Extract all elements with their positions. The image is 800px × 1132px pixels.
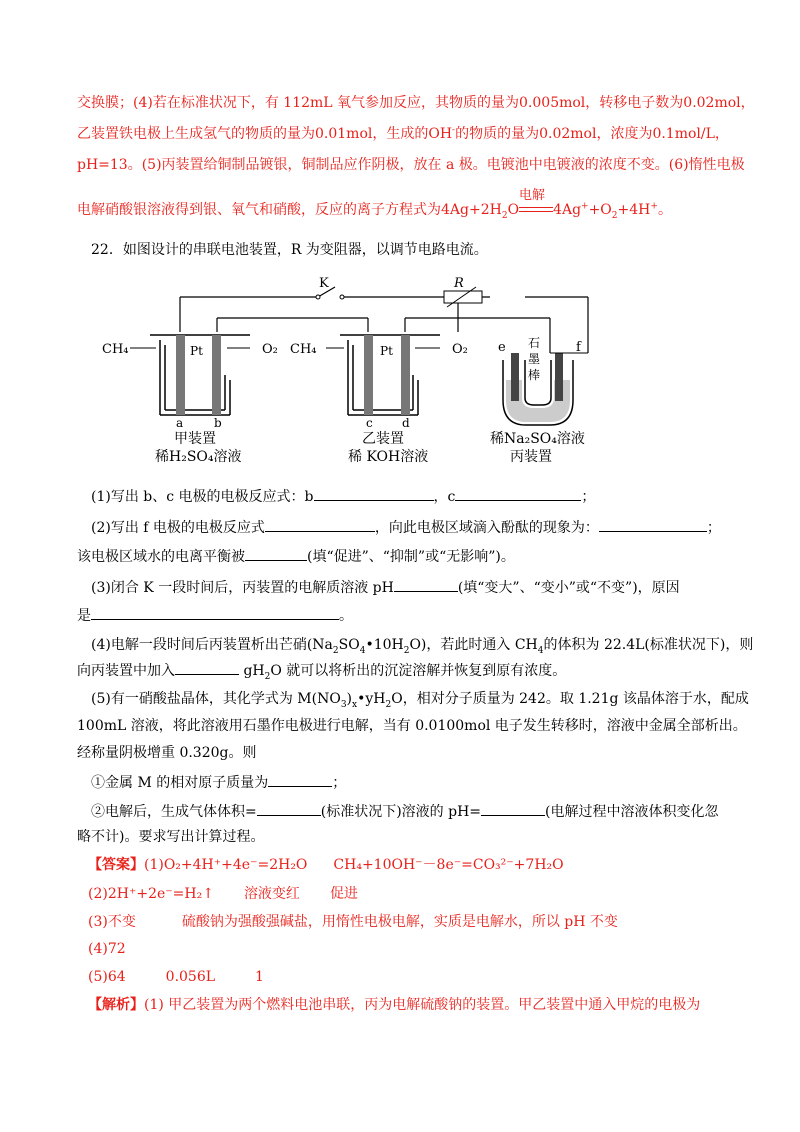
subscript: 2: [332, 645, 339, 656]
subscript: x: [352, 699, 358, 710]
question-3: [91, 577, 680, 598]
subscript: 2: [264, 671, 271, 682]
text: (填“变大”、“变小”或“不变”)，原因: [457, 580, 680, 596]
electrode-a: [176, 335, 185, 415]
answer-blank[interactable]: [268, 772, 332, 787]
condition-label: 电解: [519, 188, 546, 203]
text: (标准状况下)溶液的 pH=: [320, 804, 482, 820]
eq-part: O: [507, 202, 520, 218]
ch4-label: CH₄: [290, 342, 317, 357]
text: 硫酸钠为强酸强碱盐，用惰性电极电解，实质是电解水，所以 pH 不变: [181, 914, 618, 930]
answer-tag: 【答案】: [88, 857, 144, 873]
pt-label: Pt: [380, 344, 393, 358]
series-cell-diagram: [90, 275, 610, 475]
eq-part: +4H: [617, 202, 651, 218]
solution-line-1: 交换膜；(4)若在标准状况下，有 112mL 氧气参加反应，其物质的量为0.005mol，转移电子数为0.02mol，: [77, 95, 755, 111]
equation-condition-arrow: [519, 188, 553, 214]
variable-resistor: [444, 291, 482, 303]
answer-4: (4)72: [88, 941, 126, 957]
graphite-label: 棒: [528, 368, 541, 382]
text: 。: [657, 202, 672, 218]
subscript: 2: [501, 210, 508, 221]
electrode-a-label: a: [176, 416, 184, 430]
graphite-label: 墨: [528, 352, 541, 366]
text: 1: [255, 969, 264, 985]
question-3-cont: [77, 605, 353, 626]
electrode-e: [511, 353, 519, 401]
solution-line-4: [77, 188, 672, 221]
text: 乙装置铁电极上生成氢气的物质的量为0.01mol，生成的OH: [77, 126, 453, 142]
analysis: [88, 995, 700, 1015]
switch-contact: [316, 295, 320, 299]
question-5-sub2-cont: 略不计)。要求写出计算过程。: [77, 829, 265, 845]
text: O 就可以将析出的沉淀溶解并恢复到原有浓度。: [270, 663, 567, 679]
answer-3: [88, 912, 618, 932]
ch4-label: CH₄: [102, 342, 129, 357]
analysis-tag: 【解析】: [88, 997, 144, 1013]
superscript: +: [650, 201, 658, 212]
cell-bing-label: 丙装置: [510, 449, 552, 465]
answer-2: [88, 884, 358, 904]
text: ，c: [433, 489, 456, 505]
text: (1)O₂+4H⁺+4e⁻=2H₂O: [144, 857, 308, 873]
electrode-c: [364, 335, 373, 415]
text: 电解硝酸银溶液得到银、氧气和硝酸，反应的离子方程式为: [77, 202, 441, 218]
ionic-equation: [441, 188, 658, 221]
solution-line-3: pH=13。(5)丙装置给铜制品镀银，铜制品应作阴极，放在 a 极。电镀池中电镀液的浓度不变。(6)惰性电极: [77, 157, 745, 173]
text: O)，若此时通入 CH: [409, 637, 538, 653]
answer-blank[interactable]: [599, 517, 707, 532]
text: (填“促进”、“抑制”或“无影响”)。: [307, 549, 515, 565]
answer-blank[interactable]: [91, 605, 339, 620]
cell-jia-solution: 稀H₂SO₄溶液: [155, 449, 242, 465]
resistor-R-label: R: [454, 276, 464, 291]
subscript: 4: [359, 645, 366, 656]
graphite-label: 石: [528, 336, 541, 350]
answer-blank[interactable]: [245, 546, 307, 561]
u-tube-inner: [525, 360, 551, 405]
answer-5: [88, 967, 264, 987]
electrode-d-label: d: [402, 416, 410, 430]
answer-blank[interactable]: [257, 801, 321, 816]
superscript: +: [581, 201, 589, 212]
subscript: 2: [611, 210, 618, 221]
question-5-cont: 100mL 溶液，将此溶液用石墨作电极进行电解，当有 0.0100mol 电子发生转移时，溶液中金属全部析出。: [77, 718, 747, 734]
text: (3)不变: [88, 914, 136, 930]
text: (电解过程中溶液体积变化忽: [545, 804, 719, 820]
solution-line-2: [77, 124, 729, 144]
question-4-cont: [77, 660, 566, 681]
answer-blank[interactable]: [314, 486, 434, 501]
text: ；: [581, 489, 596, 505]
answer-blank[interactable]: [455, 486, 581, 501]
question-5-sub2: [91, 801, 718, 822]
switch-K-label: K: [319, 276, 329, 291]
answer-blank[interactable]: [265, 517, 375, 532]
text: SO: [338, 637, 360, 653]
question-5: [91, 689, 749, 709]
question-22-stem: 22．如图设计的串联电池装置，R 为变阻器，以调节电路电流。: [91, 242, 488, 258]
double-bar: [519, 207, 553, 212]
question-5-sub1: [91, 772, 346, 793]
subscript: 2: [403, 645, 410, 656]
text: (3)闭合 K 一段时间后，丙装置的电解质溶液 pH: [91, 580, 394, 596]
text: ①金属 M 的相对原子质量为: [91, 775, 269, 791]
eq-part: +O: [588, 202, 612, 218]
text: ；: [332, 775, 347, 791]
cell-yi-label: 乙装置: [362, 431, 404, 447]
pt-label: Pt: [190, 344, 203, 358]
text: 。: [339, 608, 353, 624]
subscript: 2: [385, 699, 392, 710]
question-1: [91, 486, 595, 507]
text: ，向此电极区域滴入酚酞的现象为：: [374, 520, 599, 536]
answer-blank[interactable]: [394, 577, 458, 592]
text: 是: [77, 608, 91, 624]
text: ): [346, 691, 353, 707]
subscript: 4: [537, 645, 544, 656]
text: (5)有一硝酸盐晶体，其化学式为 M(NO: [91, 691, 341, 707]
electrode-d: [401, 335, 410, 415]
electrode-f: [555, 353, 563, 401]
text: gH: [239, 663, 265, 679]
cell-yi-solution: 稀 KOH溶液: [348, 449, 429, 465]
text: •yH: [357, 691, 386, 707]
o2-label: O₂: [452, 342, 468, 357]
text: (2)写出 f 电极的电极反应式: [91, 520, 265, 536]
text: O，相对分子质量为 242。取 1.21g 该晶体溶于水，配成: [391, 691, 749, 707]
subscript: 3: [340, 699, 347, 710]
question-5-cont2: 经称量阴极增重 0.320g。则: [77, 745, 257, 761]
eq-part: 4Ag+2H: [441, 202, 502, 218]
text: 促进: [329, 886, 358, 902]
text: ②电解后，生成气体体积=: [91, 804, 257, 820]
answer-blank[interactable]: [481, 801, 545, 816]
text: 0.056L: [165, 969, 216, 985]
electrode-b: [212, 335, 221, 415]
question-2-cont: [77, 546, 515, 567]
text: 溶液变红: [243, 886, 300, 902]
text: 的物质的量为0.02mol，浓度为0.1mol/L，: [455, 126, 729, 142]
question-4: [91, 635, 753, 655]
o2-label: O₂: [262, 342, 278, 357]
electrode-b-label: b: [214, 416, 222, 430]
text: (5)64: [88, 969, 126, 985]
electrode-c-label: c: [366, 416, 373, 430]
cell-bing-solution: 稀Na₂SO₄溶液: [490, 431, 585, 447]
text: (1)写出 b、c 电极的电极反应式：b: [91, 489, 314, 505]
text: ；: [706, 520, 721, 536]
answer-blank[interactable]: [175, 660, 239, 675]
text: (1) 甲乙装置为两个燃料电池串联，丙为电解硫酸钠的装置。甲乙装置中通入甲烷的电极为: [144, 997, 701, 1013]
text: CH₄+10OH⁻－8e⁻=CO₃²⁻+7H₂O: [333, 857, 564, 873]
answer-1: [88, 855, 564, 875]
text: 向丙装置中加入: [77, 663, 175, 679]
text: (2)2H⁺+2e⁻=H₂↑: [88, 886, 214, 902]
text: 的体积为 22.4L(标准状况下)，则: [543, 637, 754, 653]
electrode-e-label: e: [498, 340, 506, 355]
switch-contact: [340, 295, 344, 299]
question-2: [91, 517, 721, 538]
electrode-f-label: f: [576, 340, 581, 355]
cell-jia-label: 甲装置: [174, 431, 216, 447]
text: 该电极区域水的电离平衡被: [77, 549, 245, 565]
eq-part: 4Ag: [553, 202, 582, 218]
superscript: -: [452, 125, 456, 136]
text: (4)电解一段时间后丙装置析出芒硝(Na: [91, 637, 333, 653]
text: •10H: [365, 637, 404, 653]
